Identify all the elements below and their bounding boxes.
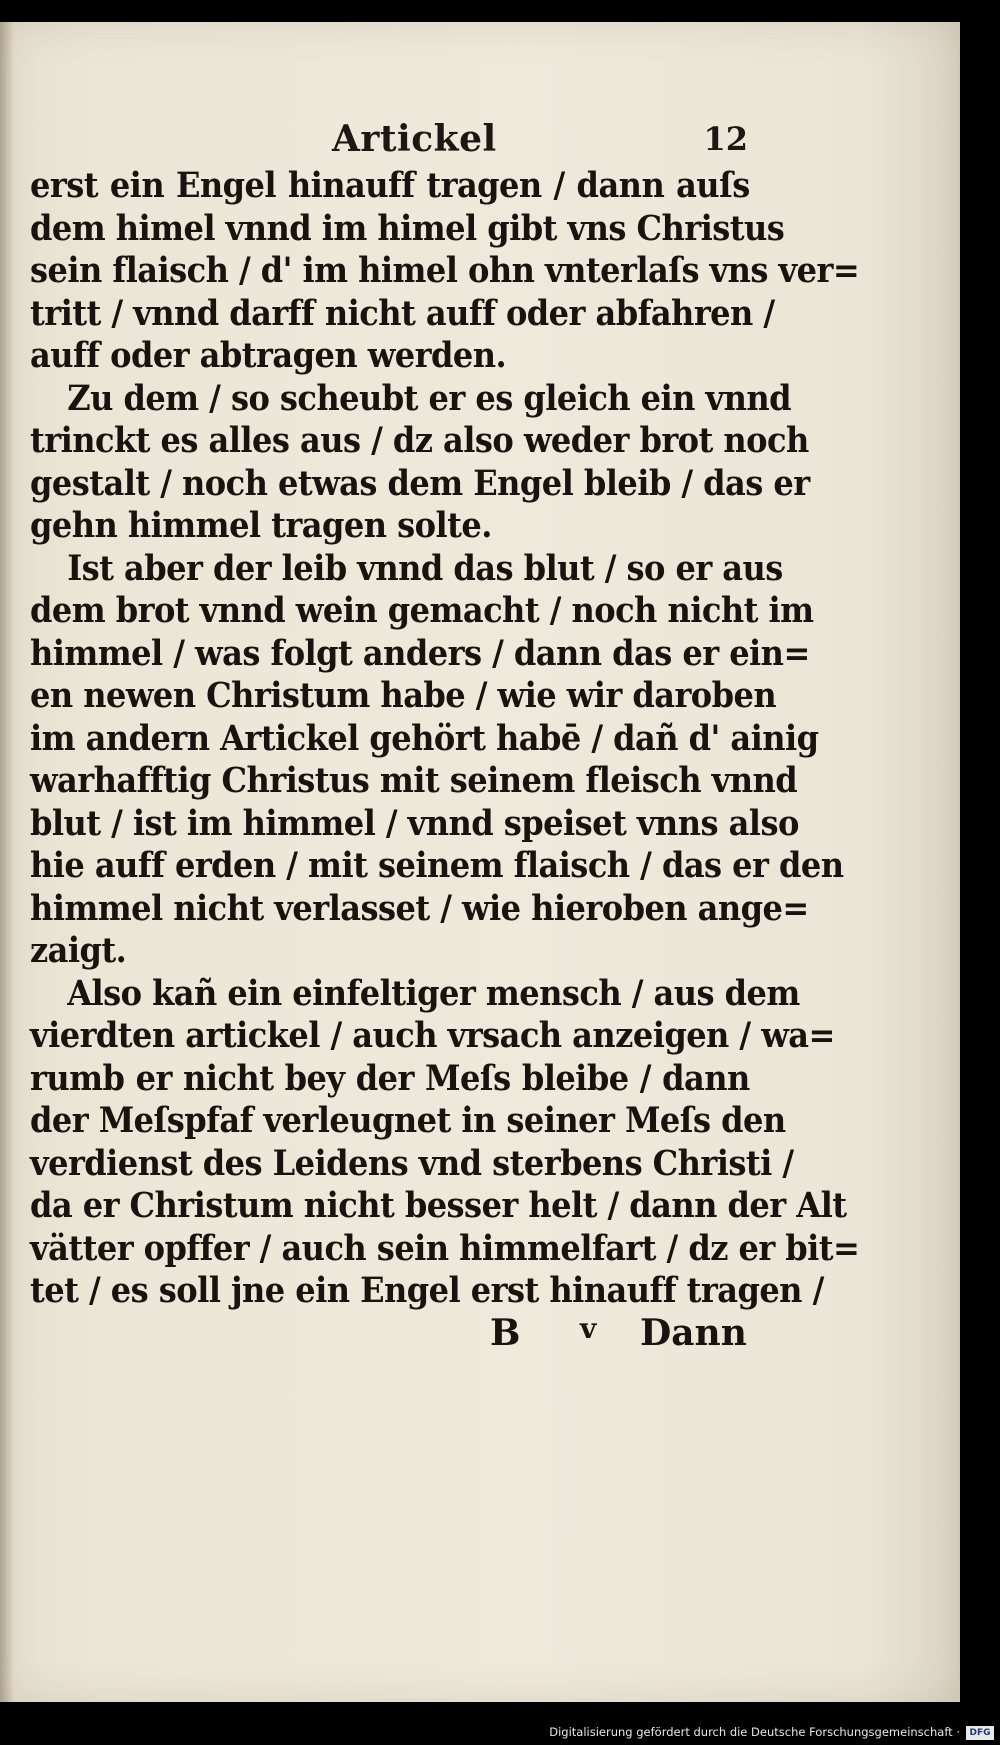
- text-line: gestalt / noch etwas dem Engel bleib / das er: [30, 463, 810, 504]
- signature-line: [490, 1312, 750, 1358]
- signature-mark: B: [490, 1312, 521, 1354]
- text-line: im andern Artickel gehört habē / dañ d' ainig: [30, 718, 819, 759]
- text-line: Ist aber der leib vnnd das blut / so er aus: [67, 548, 783, 589]
- text-line: sein flaisch / d' im himel ohn vnterlaſs vns ver=: [30, 251, 860, 291]
- text-line: en newen Christum habe / wie wir daroben: [30, 676, 777, 716]
- text-line: gehn himmel tragen solte.: [30, 506, 492, 546]
- text-line: rumb er nicht bey der Meſs bleibe / dann: [30, 1058, 750, 1099]
- text-line: erst ein Engel hinauff tragen / dann auſs: [30, 166, 750, 206]
- text-line: dem brot vnnd wein gemacht / noch nicht im: [30, 591, 814, 631]
- text-line: vierdten artickel / auch vrsach anzeigen / wa=: [30, 1016, 835, 1056]
- funding-notice: Digitalisierung gefördert durch die Deutsche Forschungsgemeinschaft ·: [549, 1725, 960, 1739]
- catchword: Dann: [640, 1312, 747, 1354]
- text-line: Also kañ ein einfeltiger mensch / aus dem: [67, 973, 800, 1014]
- text-line: tritt / vnnd darff nicht auff oder abfahren /: [30, 293, 775, 334]
- text-line: vätter opffer / auch sein himmelfart / dz er bit=: [30, 1228, 860, 1269]
- book-page: [0, 22, 960, 1702]
- text-line: zaigt.: [30, 931, 127, 971]
- running-title: Artickel: [332, 118, 497, 160]
- text-line: der Meſspfaf verleugnet in seiner Meſs den: [30, 1101, 786, 1141]
- footer-bar: [0, 1711, 1000, 1745]
- signature-number: v: [580, 1312, 597, 1345]
- text-line: verdienst des Leidens vnd sterbens Christi /: [30, 1143, 794, 1184]
- text-line: da er Christum nicht besser helt / dann der Alt: [30, 1186, 847, 1226]
- text-line: himmel nicht verlasset / wie hieroben ange=: [30, 888, 809, 929]
- running-head: [32, 118, 748, 168]
- text-line: warhafftig Christus mit seinem fleisch vnnd: [30, 761, 798, 801]
- text-line: hie auff erden / mit seinem flaisch / das er den: [30, 846, 844, 886]
- text-line: tet / es soll jne ein Engel erst hinauff tragen /: [30, 1271, 824, 1311]
- text-line: trinckt es alles aus / dz also weder brot noch: [30, 421, 809, 461]
- text-line: Zu dem / so scheubt er es gleich ein vnnd: [67, 378, 792, 419]
- dfg-logo-icon: DFG: [966, 1726, 994, 1740]
- text-line: blut / ist im himmel / vnnd speiset vnns also: [30, 803, 799, 844]
- text-block: [30, 165, 860, 1313]
- text-line: himmel / was folgt anders / dann das er ein=: [30, 633, 810, 674]
- page-number: 12: [703, 120, 748, 158]
- text-line: dem himel vnnd im himel gibt vns Christus: [30, 208, 785, 249]
- text-line: auff oder abtragen werden.: [30, 336, 507, 376]
